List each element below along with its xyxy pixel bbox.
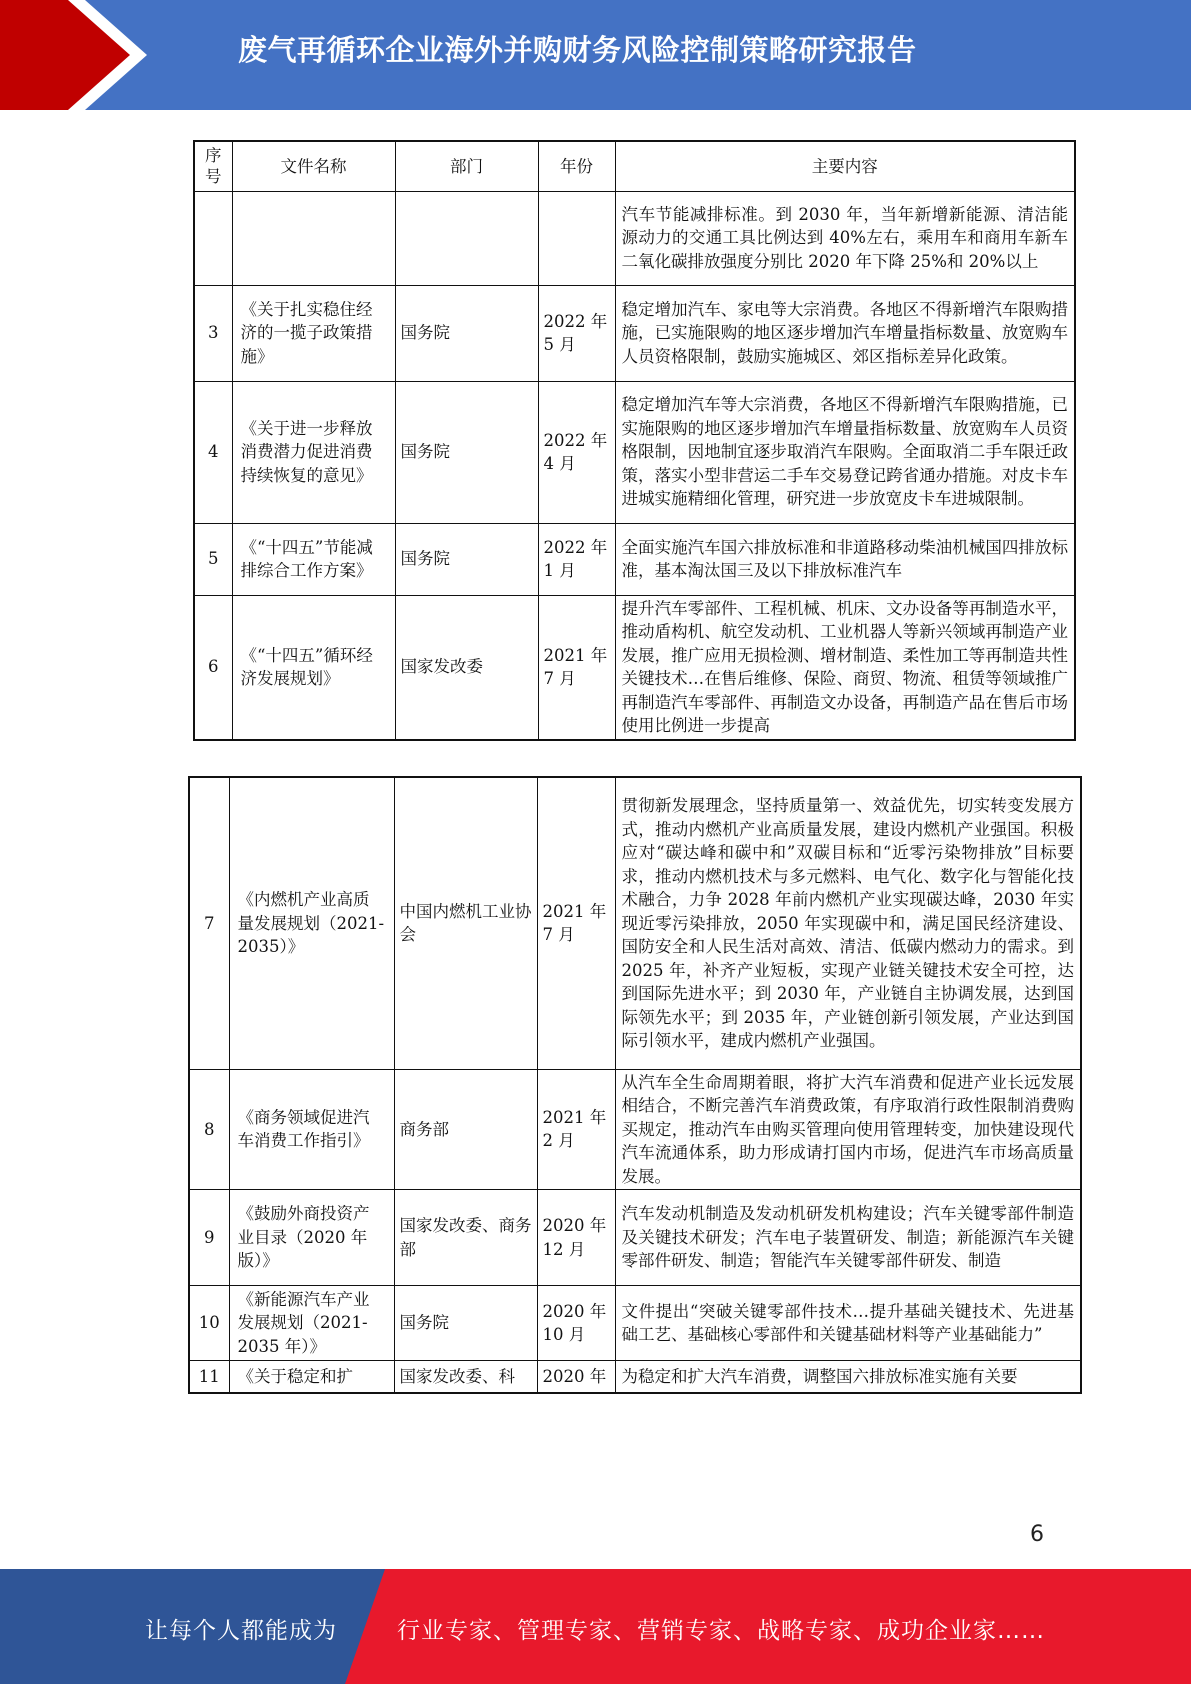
row-dept: 国家发改委、商务部 xyxy=(394,1190,537,1286)
row-dept: 国务院 xyxy=(395,381,538,523)
row-content: 从汽车全生命周期着眼，将扩大汽车消费和促进产业长远发展相结合，不断完善汽车消费政策，有序取消行政性限制消费购买规定，推动汽车由购买管理向使用管理转变，加快建设现代汽车流通体系，助力形成请打国内市场，促进汽车市场高质量发展。 xyxy=(615,1069,1081,1190)
row-content: 提升汽车零部件、工程机械、机床、文办设备等再制造水平，推动盾构机、航空发动机、工业机器人等新兴领域再制造产业发展，推广应用无损检测、增材制造、柔性加工等再制造共性关键技术…在售后维修、保险、商贸、物流、租赁等领域推广再制造汽车零部件、再制造文办设备，再制造产品在售后市场使用比例进一步提高 xyxy=(615,595,1075,740)
row-year: 2022 年1 月 xyxy=(538,523,615,595)
row-year: 2020 年10 月 xyxy=(537,1286,615,1361)
table-row xyxy=(189,1190,1081,1286)
row-year: 2021 年7 月 xyxy=(538,595,615,740)
table-row xyxy=(194,381,1075,523)
row-dept: 国家发改委 xyxy=(395,595,538,740)
row-seq: 3 xyxy=(194,285,232,381)
row-dept: 国务院 xyxy=(395,523,538,595)
row-seq: 6 xyxy=(194,595,232,740)
table-row xyxy=(194,191,1075,285)
row-name: 《“十四五”循环经济发展规划》 xyxy=(232,595,395,740)
row-content: 稳定增加汽车、家电等大宗消费。各地区不得新增汽车限购措施，已实施限购的地区逐步增加汽车增量指标数量、放宽购车人员资格限制，鼓励实施城区、郊区指标差异化政策。 xyxy=(615,285,1075,381)
header-name: 文件名称 xyxy=(232,141,395,191)
row-seq: 11 xyxy=(189,1361,229,1393)
table-row xyxy=(194,595,1075,740)
policy-table-part-2 xyxy=(188,776,1082,1394)
row-seq: 7 xyxy=(189,777,229,1069)
row-dept: 国家发改委、科 xyxy=(394,1361,537,1393)
table-header-row xyxy=(194,141,1075,191)
row-content: 汽车节能减排标准。到 2030 年，当年新增新能源、清洁能源动力的交通工具比例达到 40%左右，乘用车和商用车新车二氧化碳排放强度分别比 2020 年下降 25%和 20%以上 xyxy=(615,191,1075,285)
document-title: 废气再循环企业海外并购财务风险控制策略研究报告 xyxy=(238,33,917,67)
policy-table-part-1 xyxy=(193,140,1076,741)
row-name: 《关于扎实稳住经济的一揽子政策措施》 xyxy=(232,285,395,381)
table-row xyxy=(194,285,1075,381)
row-name: 《“十四五”节能减排综合工作方案》 xyxy=(232,523,395,595)
row-content: 稳定增加汽车等大宗消费，各地区不得新增汽车限购措施，已实施限购的地区逐步增加汽车增量指标数量、放宽购车人员资格限制，因地制宜逐步取消汽车限购。全面取消二手车限迁政策，落实小型非营运二手车交易登记跨省通办措施。对皮卡车进城实施精细化管理，研究进一步放宽皮卡车进城限制。 xyxy=(615,381,1075,523)
row-seq: 10 xyxy=(189,1286,229,1361)
footer-slogan-left: 让每个人都能成为 xyxy=(145,1618,337,1644)
table-row xyxy=(189,1069,1081,1190)
row-seq: 9 xyxy=(189,1190,229,1286)
row-dept: 国务院 xyxy=(394,1286,537,1361)
row-name: 《鼓励外商投资产业目录（2020 年版）》 xyxy=(229,1190,394,1286)
row-name xyxy=(232,191,395,285)
row-content: 汽车发动机制造及发动机研发机构建设；汽车关键零部件制造及关键技术研发；汽车电子装置研发、制造；新能源汽车关键零部件研发、制造；智能汽车关键零部件研发、制造 xyxy=(615,1190,1081,1286)
header-dept: 部门 xyxy=(395,141,538,191)
row-content: 文件提出“突破关键零部件技术…提升基础关键技术、先进基础工艺、基础核心零部件和关键基础材料等产业基础能力” xyxy=(615,1286,1081,1361)
row-content: 全面实施汽车国六排放标准和非道路移动柴油机械国四排放标准，基本淘汰国三及以下排放标准汽车 xyxy=(615,523,1075,595)
row-name: 《关于进一步释放消费潜力促进消费持续恢复的意见》 xyxy=(232,381,395,523)
table-row xyxy=(189,1361,1081,1393)
row-year: 2020 年12 月 xyxy=(537,1190,615,1286)
row-name: 《新能源汽车产业发展规划（2021-2035 年）》 xyxy=(229,1286,394,1361)
row-dept xyxy=(395,191,538,285)
row-content: 贯彻新发展理念，坚持质量第一、效益优先，切实转变发展方式，推动内燃机产业高质量发展，建设内燃机产业强国。积极应对“碳达峰和碳中和”双碳目标和“近零污染物排放”目标要求，推动内燃机技术与多元燃料、电气化、数字化与智能化技术融合，力争 2028 年前内燃机产业实现碳达峰，2030 年实现近零污染排放，2050 年实现碳中和，满足国民经济建设、国防安全和人民生活对高效、清洁、低碳内燃动力的需求。到 2025 年，补齐产业短板，实现产业链关键技术安全可控，达到国际先进水平；到 2030 年，产业链自主协调发展，达到国际领先水平；到 2035 年，产业链创新引领发展，产业达到国际引领水平，建成内燃机产业强国。 xyxy=(615,777,1081,1069)
footer-slogan-right: 行业专家、管理专家、营销专家、战略专家、成功企业家…… xyxy=(397,1618,1045,1644)
row-dept: 国务院 xyxy=(395,285,538,381)
row-dept: 商务部 xyxy=(394,1069,537,1190)
header-year: 年份 xyxy=(538,141,615,191)
row-seq xyxy=(194,191,232,285)
row-name: 《商务领域促进汽车消费工作指引》 xyxy=(229,1069,394,1190)
row-seq: 8 xyxy=(189,1069,229,1190)
row-year xyxy=(538,191,615,285)
table-row xyxy=(194,523,1075,595)
row-year: 2021 年7 月 xyxy=(537,777,615,1069)
row-year: 2021 年2 月 xyxy=(537,1069,615,1190)
row-name: 《内燃机产业高质量发展规划（2021-2035）》 xyxy=(229,777,394,1069)
row-year: 2022 年5 月 xyxy=(538,285,615,381)
table-row xyxy=(189,777,1081,1069)
row-name: 《关于稳定和扩 xyxy=(229,1361,394,1393)
table-row xyxy=(189,1286,1081,1361)
page-number: 6 xyxy=(1030,1522,1044,1547)
row-content: 为稳定和扩大汽车消费，调整国六排放标准实施有关要 xyxy=(615,1361,1081,1393)
row-seq: 4 xyxy=(194,381,232,523)
row-year: 2022 年4 月 xyxy=(538,381,615,523)
row-seq: 5 xyxy=(194,523,232,595)
header-content: 主要内容 xyxy=(615,141,1075,191)
row-year: 2020 年 xyxy=(537,1361,615,1393)
row-dept: 中国内燃机工业协会 xyxy=(394,777,537,1069)
header-seq: 序号 xyxy=(194,141,232,191)
